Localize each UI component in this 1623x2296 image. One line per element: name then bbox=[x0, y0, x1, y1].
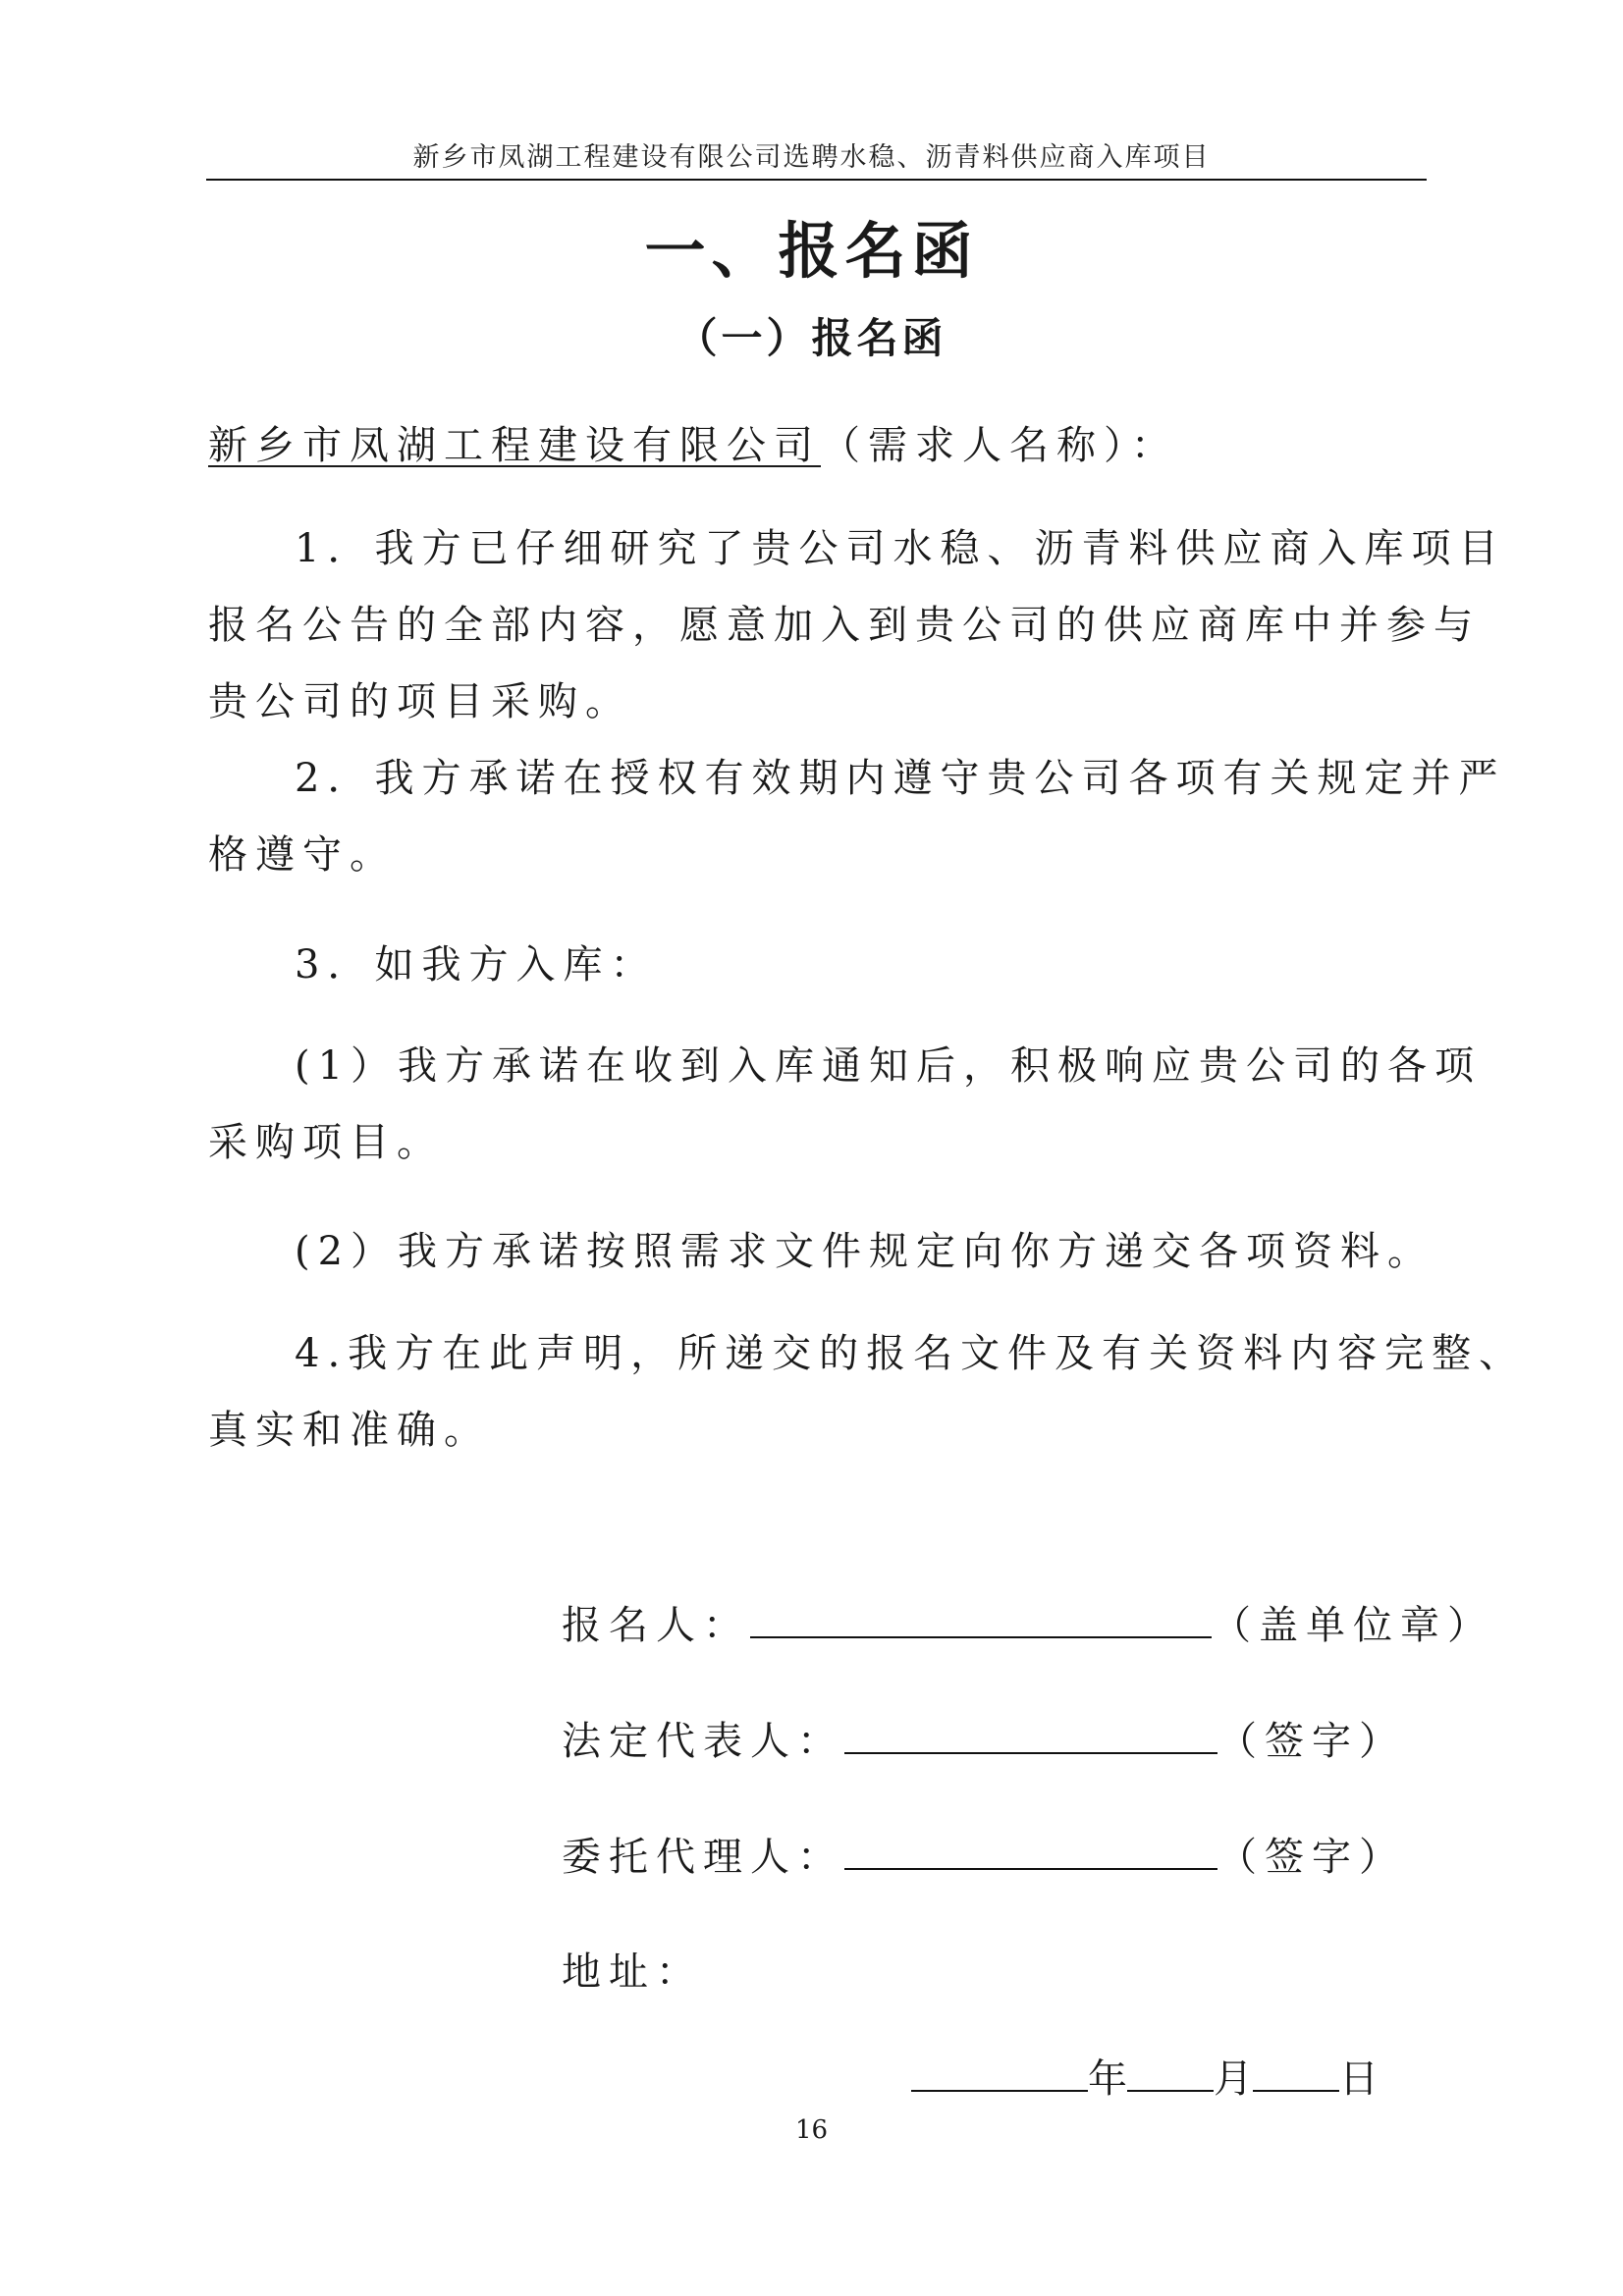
recipient-company: 新乡市凤湖工程建设有限公司 bbox=[208, 423, 821, 468]
address-label: 地址： bbox=[562, 1949, 703, 1995]
legal-rep-label: 法定代表人： bbox=[562, 1719, 844, 1764]
paragraph-4-line-2: 真实和准确。 bbox=[208, 1408, 491, 1453]
address-row bbox=[562, 1941, 703, 1997]
recipient-suffix: （需求人名称）： bbox=[821, 423, 1178, 468]
applicant-note: （盖单位章） bbox=[1212, 1603, 1494, 1648]
month-blank[interactable] bbox=[1127, 2089, 1214, 2092]
month-label: 月 bbox=[1214, 2056, 1253, 2102]
legal-rep-row bbox=[562, 1710, 1406, 1766]
agent-blank[interactable] bbox=[844, 1867, 1217, 1870]
agent-row bbox=[562, 1826, 1406, 1882]
document-title: 一、报名函 bbox=[644, 215, 979, 287]
paragraph-1-line-2: 报名公告的全部内容，愿意加入到贵公司的供应商库中并参与 bbox=[208, 603, 1481, 648]
year-blank[interactable] bbox=[911, 2089, 1088, 2092]
paragraph-3a-line-2: 采购项目。 bbox=[208, 1120, 444, 1165]
agent-label: 委托代理人： bbox=[562, 1835, 844, 1880]
paragraph-3: 3．如我方入库： bbox=[295, 942, 658, 988]
paragraph-4-line-1: 4.我方在此声明，所递交的报名文件及有关资料内容完整、 bbox=[295, 1331, 1527, 1376]
paragraph-3a-line-1: (1）我方承诺在收到入库通知后，积极响应贵公司的各项 bbox=[295, 1043, 1483, 1089]
paragraph-2-line-1: 2．我方承诺在授权有效期内遵守贵公司各项有关规定并严 bbox=[295, 756, 1506, 801]
legal-rep-note: （签字） bbox=[1217, 1719, 1406, 1764]
header-divider bbox=[206, 179, 1427, 181]
applicant-blank[interactable] bbox=[750, 1635, 1212, 1638]
agent-note: （签字） bbox=[1217, 1835, 1406, 1880]
paragraph-1-line-3: 贵公司的项目采购。 bbox=[208, 679, 632, 724]
applicant-label: 报名人： bbox=[562, 1603, 750, 1648]
paragraph-2-line-2: 格遵守。 bbox=[208, 832, 397, 878]
day-label: 日 bbox=[1339, 2056, 1379, 2102]
page-number: 16 bbox=[794, 2115, 829, 2145]
paragraph-1-line-1: 1．我方已仔细研究了贵公司水稳、沥青料供应商入库项目 bbox=[295, 526, 1506, 571]
legal-rep-blank[interactable] bbox=[844, 1751, 1217, 1754]
salutation bbox=[208, 414, 1178, 470]
date-row bbox=[911, 2048, 1379, 2104]
day-blank[interactable] bbox=[1253, 2089, 1339, 2092]
page-header: 新乡市凤湖工程建设有限公司选聘水稳、沥青料供应商入库项目 bbox=[412, 142, 1211, 173]
year-label: 年 bbox=[1088, 2056, 1127, 2102]
applicant-row bbox=[562, 1594, 1494, 1650]
section-subtitle: （一）报名函 bbox=[676, 314, 947, 362]
paragraph-3b: (2）我方承诺按照需求文件规定向你方递交各项资料。 bbox=[295, 1229, 1435, 1274]
